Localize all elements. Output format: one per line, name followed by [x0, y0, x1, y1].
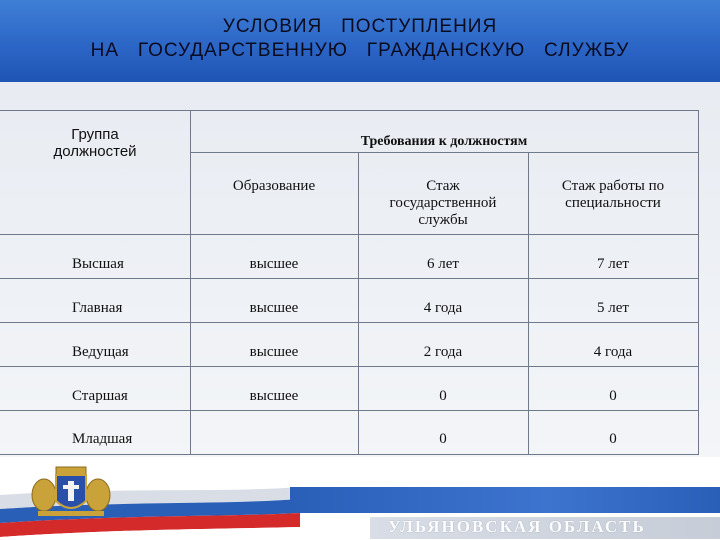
- header-bottom-line: [0, 234, 698, 235]
- row-4-education: высшее: [249, 388, 299, 404]
- row-line-3: [0, 366, 698, 367]
- table-border-bottom: [0, 454, 698, 455]
- row-line-2: [0, 322, 698, 323]
- page-title-line-2: НА ГОСУДАРСТВЕННУЮ ГРАЖДАНСКУЮ СЛУЖБУ: [90, 40, 630, 61]
- blue-band: [290, 487, 720, 513]
- header-divider: [190, 152, 698, 153]
- row-4-group: Старшая: [72, 388, 128, 404]
- row-line-1: [0, 278, 698, 279]
- column-header-specialty-experience: Стаж работы по специальности: [561, 178, 665, 211]
- title-bar: [0, 0, 720, 83]
- row-1-group: Высшая: [72, 256, 124, 272]
- column-header-gov-experience: Стаж государственной службы: [389, 178, 497, 228]
- requirements-table: [0, 82, 720, 457]
- row-2-gov-experience: 4 года: [423, 300, 463, 316]
- row-2-education: высшее: [249, 300, 299, 316]
- row-2-group: Главная: [72, 300, 123, 316]
- row-2-specialty-experience: 5 лет: [597, 300, 629, 316]
- group-header: Группа должностей: [53, 126, 137, 160]
- table-border-right: [698, 110, 699, 455]
- row-1-specialty-experience: 7 лет: [597, 256, 629, 272]
- row-3-group: Ведущая: [72, 344, 129, 360]
- region-name: УЛЬЯНОВСКАЯ ОБЛАСТЬ: [388, 517, 646, 536]
- row-3-education: высшее: [249, 344, 299, 360]
- row-line-4: [0, 410, 698, 411]
- column-header-education: Образование: [232, 178, 316, 194]
- row-4-gov-experience: 0: [439, 388, 447, 404]
- requirements-header: Требования к должностям: [360, 134, 528, 149]
- row-1-gov-experience: 6 лет: [427, 256, 459, 272]
- row-4-specialty-experience: 0: [609, 388, 617, 404]
- row-5-group: Младшая: [72, 431, 133, 447]
- row-1-education: высшее: [249, 256, 299, 272]
- row-5-specialty-experience: 0: [609, 431, 617, 447]
- coat-of-arms-icon: [30, 461, 112, 517]
- table-border-top: [0, 110, 698, 111]
- row-3-specialty-experience: 4 года: [593, 344, 633, 360]
- page-title-line-1: УСЛОВИЯ ПОСТУПЛЕНИЯ: [222, 16, 498, 37]
- row-3-gov-experience: 2 года: [423, 344, 463, 360]
- row-5-gov-experience: 0: [439, 431, 447, 447]
- footer-banner: [0, 457, 720, 540]
